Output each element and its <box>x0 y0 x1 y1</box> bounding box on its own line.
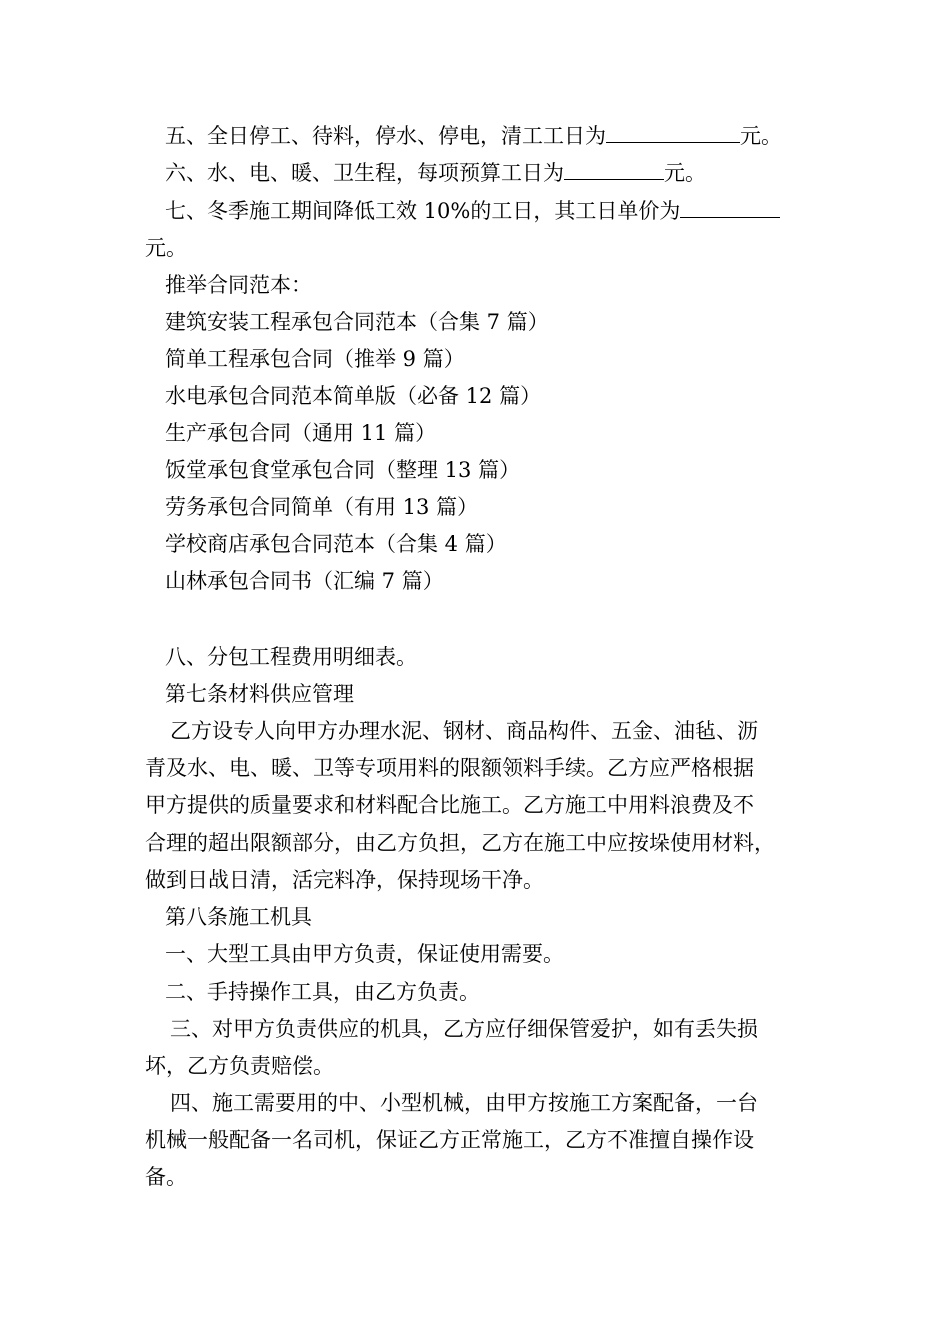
item-5-unit: 元。 <box>740 124 782 148</box>
article-8-item-4: 机械一般配备一名司机，保证乙方正常施工，乙方不准擅自操作设 <box>145 1128 754 1152</box>
recommend-link[interactable]: 生产承包合同（通用 11 篇） <box>165 421 437 445</box>
recommend-link[interactable]: 饭堂承包食堂承包合同（整理 13 篇） <box>165 458 521 482</box>
fill-in-blank <box>680 196 780 218</box>
article-7-text: 做到日战日清，活完料净，保持现场干净。 <box>145 868 544 892</box>
article-8-item-4: 备。 <box>145 1165 187 1189</box>
recommend-heading: 推举合同范本： <box>165 273 312 297</box>
article-8-title: 第八条施工机具 <box>165 905 312 929</box>
item-5-line <box>165 121 782 151</box>
item-5-text: 五、全日停工、待料，停水、停电，清工工日为 <box>165 124 606 148</box>
article-8-item-4: 四、施工需要用的中、小型机械，由甲方按施工方案配备，一台 <box>170 1091 758 1115</box>
item-7-text: 七、冬季施工期间降低工效 10%的工日，其工日单价为 <box>165 199 681 223</box>
article-8-item-3: 三、对甲方负责供应的机具，乙方应仔细保管爱护，如有丢失损 <box>170 1017 758 1041</box>
item-6-unit: 元。 <box>664 161 706 185</box>
recommend-link[interactable]: 学校商店承包合同范本（合集 4 篇） <box>165 532 507 556</box>
item-6-text: 六、水、电、暖、卫生程，每项预算工日为 <box>165 161 564 185</box>
item-6-line <box>165 158 706 188</box>
article-8-item-2: 二、手持操作工具，由乙方负责。 <box>165 980 480 1004</box>
article-7-text: 乙方设专人向甲方办理水泥、钢材、商品构件、五金、油毡、沥 <box>170 719 758 743</box>
recommend-link[interactable]: 简单工程承包合同（推举 9 篇） <box>165 347 465 371</box>
recommend-link[interactable]: 建筑安装工程承包合同范本（合集 7 篇） <box>165 310 549 334</box>
article-7-text: 青及水、电、暖、卫等专项用料的限额领料手续。乙方应严格根据 <box>145 756 754 780</box>
article-8-item-1: 一、大型工具由甲方负责，保证使用需要。 <box>165 942 564 966</box>
item-7-line <box>165 196 780 226</box>
recommend-link[interactable]: 劳务承包合同简单（有用 13 篇） <box>165 495 479 519</box>
item-8: 八、分包工程费用明细表。 <box>165 645 417 669</box>
article-8-item-3: 坏，乙方负责赔偿。 <box>145 1054 334 1078</box>
article-7-text: 甲方提供的质量要求和材料配合比施工。乙方施工中用料浪费及不 <box>145 793 754 817</box>
recommend-link[interactable]: 水电承包合同范本简单版（必备 12 篇） <box>165 384 542 408</box>
recommend-link[interactable]: 山林承包合同书（汇编 7 篇） <box>165 569 444 593</box>
fill-in-blank <box>564 158 664 180</box>
article-7-title: 第七条材料供应管理 <box>165 682 354 706</box>
fill-in-blank <box>606 121 740 143</box>
article-7-text: 合理的超出限额部分，由乙方负担，乙方在施工中应按垛使用材料， <box>145 831 775 855</box>
item-7-unit: 元。 <box>145 236 187 260</box>
